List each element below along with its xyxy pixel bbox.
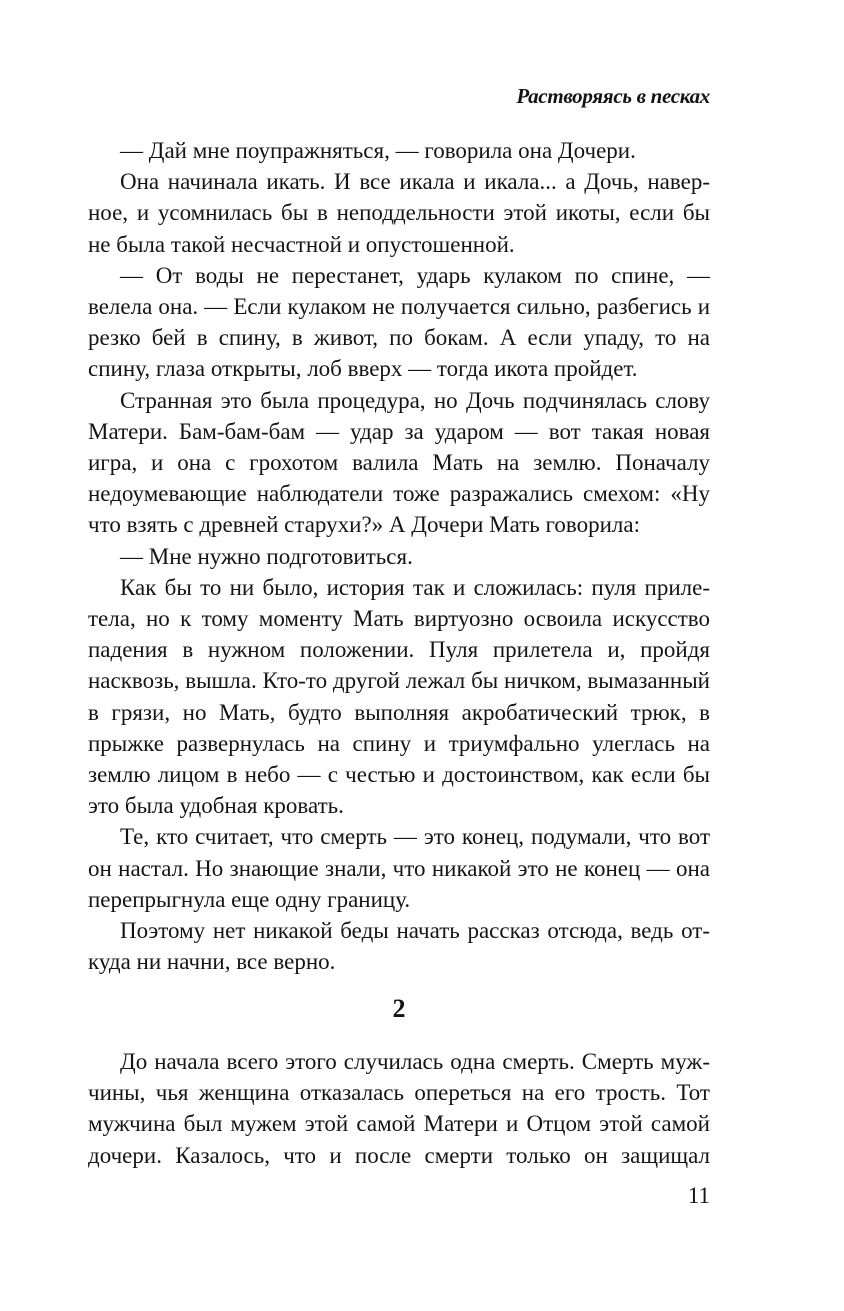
chapter-number: 2 bbox=[392, 994, 406, 1023]
book-page bbox=[88, 0, 710, 1311]
paragraph: — От воды не перестанет, ударь кулаком по спине, — велела она. — Если кулаком не получается сильно, разбегись и резко бей в спину, в живот, по бокам. А если упаду, то на спину, глаза открыты, лоб вверх — тогда икота пройдет. bbox=[88, 262, 710, 382]
paragraph: Она начинала икать. И все икала и икала... а Дочь, наверное, и усомнилась бы в неподдельности этой икоты, если бы не была такой несчастной и опустошенной. bbox=[88, 169, 710, 257]
running-title: Растворяясь в песках bbox=[516, 84, 710, 108]
paragraph: — Мне нужно подготовиться. bbox=[120, 543, 413, 569]
page-number: 11 bbox=[687, 1183, 710, 1208]
paragraph: Те, кто считает, что смерть — это конец, подумали, что вот он настал. Но знающие знали, что никакой это не конец — она перепрыгнула еще одну границу. bbox=[88, 824, 710, 912]
chapter-text bbox=[88, 1046, 710, 1171]
paragraph: — Дай мне поупражняться, — говорила она Дочери. bbox=[120, 138, 636, 163]
paragraph: Поэтому нет никакой беды начать рассказ отсюда, ведь откуда ни начни, все верно. bbox=[88, 918, 710, 975]
paragraph: Как бы то ни было, история так и сложилась: пуля прилетела, но к тому моменту Мать виртуозно освоила искусство падения в нужном положении. Пуля прилетела и, пройдя насквозь, вышла. Кто-то другой лежал бы ничком, вымазанный в грязи, но Мать, будто выполняя акробатический трюк, в прыжке развернулась на спину и триумфально улеглась на землю лицом в небо — с честью и достоинством, как если бы это была удобная кровать. bbox=[88, 574, 710, 819]
section-one-text bbox=[88, 135, 710, 977]
paragraph: До начала всего этого случилась одна смерть. Смерть мужчины, чья женщина отказалась опереться на его трость. Тот мужчина был мужем этой самой Матери и Отцом этой самой дочери. Казалось, что и после смерти только он защищал bbox=[88, 1049, 710, 1168]
paragraph: Странная это была процедура, но Дочь подчинялась слову Матери. Бам-бам-бам — удар за ударом — вот такая новая игра, и она с грохотом валила Мать на землю. Поначалу недоумевающие наблюдатели тоже разражались смехом: «Ну что взять с древней старухи?» А Дочери Мать говорила: bbox=[88, 387, 710, 538]
